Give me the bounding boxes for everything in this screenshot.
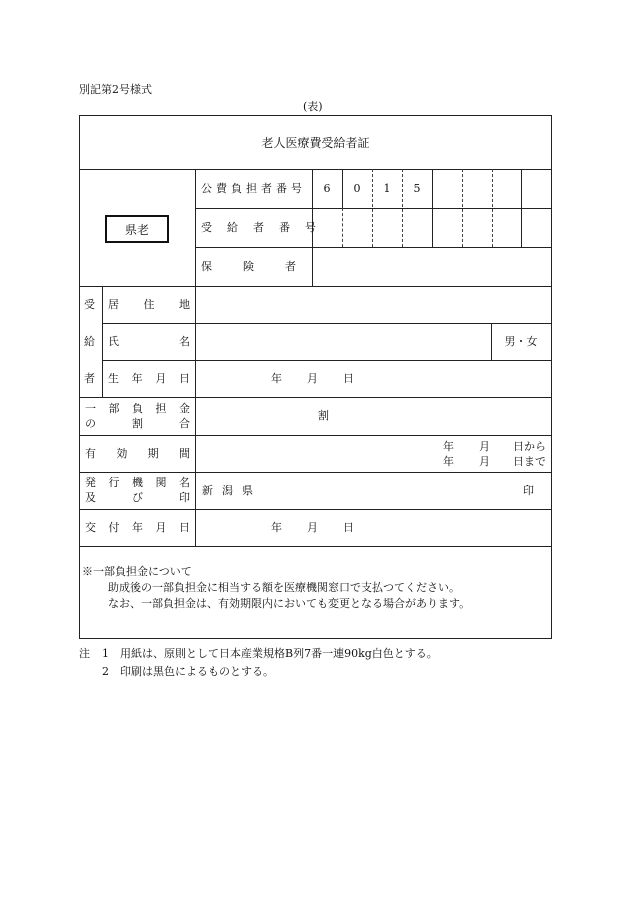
issuer-name: 新潟県 — [202, 484, 262, 497]
issuer-label-line2 — [85, 492, 190, 503]
label-char: 月 — [155, 521, 167, 534]
birth-day-unit: 日 — [343, 372, 354, 385]
issue-date-label — [85, 522, 190, 533]
label-char: 部 — [108, 402, 120, 415]
copay-label-line1 — [85, 403, 190, 414]
footnote-number: 1 — [102, 647, 109, 660]
label-char: 地 — [179, 298, 190, 311]
footnote-text: 用紙は、原則として日本産業規格B列7番一連90kg白色とする。 — [120, 647, 438, 660]
payer-digit: 1 — [383, 182, 391, 195]
label-char: 年 — [131, 372, 143, 385]
insurer-label — [201, 260, 327, 273]
recipient-group-char: 者 — [84, 372, 95, 385]
label-char: 効 — [116, 447, 128, 460]
label-char: 関 — [155, 476, 167, 489]
issuer-label-line1 — [85, 477, 190, 488]
label-char: の — [85, 417, 96, 430]
valid-to-day-suffix: 日まで — [513, 455, 546, 468]
payer-digit: 0 — [353, 182, 361, 195]
payer-digit: 6 — [323, 182, 331, 195]
valid-from-day-suffix: 日から — [513, 440, 546, 453]
footnote-number: 2 — [102, 665, 109, 678]
payer-number-label-text: 公費負担者番号 — [201, 182, 306, 195]
label-char: 及 — [85, 491, 96, 504]
recipient-group-label — [79, 286, 102, 397]
valid-from-year-unit: 年 — [443, 440, 454, 453]
prefecture-elderly-badge: 県老 — [105, 215, 169, 243]
issuer-seal-mark: 印 — [523, 484, 534, 497]
certificate-title: 老人医療費受給者証 — [261, 136, 370, 150]
label-char: 生 — [108, 372, 119, 385]
payer-number-label — [201, 183, 306, 194]
label-char: 期 — [147, 447, 159, 460]
label-char: 付 — [108, 521, 120, 534]
label-char: 負 — [132, 402, 143, 415]
label-char: 金 — [179, 402, 190, 415]
recipient-group-char: 給 — [84, 335, 95, 348]
gender-options: 男・女 — [504, 335, 538, 348]
recipient-number-label: 受給者番号 — [201, 221, 331, 234]
label-char: 一 — [85, 402, 96, 415]
label-char: 名 — [179, 476, 190, 489]
notice-line-2: なお、一部負担金は、有効期限内においても変更となる場合があります。 — [108, 597, 471, 610]
footnote-text: 印刷は黒色によるものとする。 — [120, 665, 274, 678]
validity-label — [85, 448, 190, 459]
label-char: 名 — [179, 335, 190, 348]
label-char: 行 — [108, 476, 120, 489]
label-char: 割 — [132, 417, 143, 430]
issue-year-unit: 年 — [271, 521, 282, 534]
insurer-label-text: 保険者 — [201, 260, 327, 273]
label-char: 機 — [132, 476, 143, 489]
payer-digit: 5 — [413, 182, 421, 195]
birthdate-label — [108, 373, 190, 384]
label-char: 間 — [178, 447, 190, 460]
recipient-group-char: 受 — [84, 298, 95, 311]
form-number-label: 別記第2号様式 — [79, 83, 152, 96]
birth-month-unit: 月 — [307, 372, 318, 385]
issue-day-unit: 日 — [343, 521, 354, 534]
label-char: 印 — [179, 491, 190, 504]
copay-unit: 割 — [318, 409, 329, 422]
notice-heading: ※一部負担金について — [82, 565, 192, 578]
label-char: 発 — [85, 476, 96, 489]
label-char: 氏 — [108, 335, 119, 348]
footnote-prefix: 注 — [79, 647, 90, 660]
valid-to-month-unit: 月 — [479, 455, 490, 468]
label-char: 年 — [132, 521, 143, 534]
label-char: 担 — [155, 402, 167, 415]
side-label: (表) — [303, 100, 323, 113]
label-char: 有 — [85, 447, 96, 460]
label-char: 住 — [143, 298, 155, 311]
valid-from-month-unit: 月 — [479, 440, 490, 453]
label-char: 日 — [179, 521, 190, 534]
name-label — [108, 336, 190, 347]
address-label — [108, 299, 190, 310]
label-char: 居 — [108, 298, 119, 311]
copay-label-line2 — [85, 418, 190, 429]
label-char: 月 — [155, 372, 167, 385]
label-char: 交 — [85, 521, 96, 534]
issue-month-unit: 月 — [307, 521, 318, 534]
label-char: 合 — [179, 417, 190, 430]
birth-year-unit: 年 — [271, 372, 282, 385]
label-char: 日 — [178, 372, 190, 385]
valid-to-year-unit: 年 — [443, 455, 454, 468]
label-char: び — [132, 491, 143, 504]
notice-line-1: 助成後の一部負担金に相当する額を医療機関窓口で支払つてください。 — [108, 581, 460, 594]
